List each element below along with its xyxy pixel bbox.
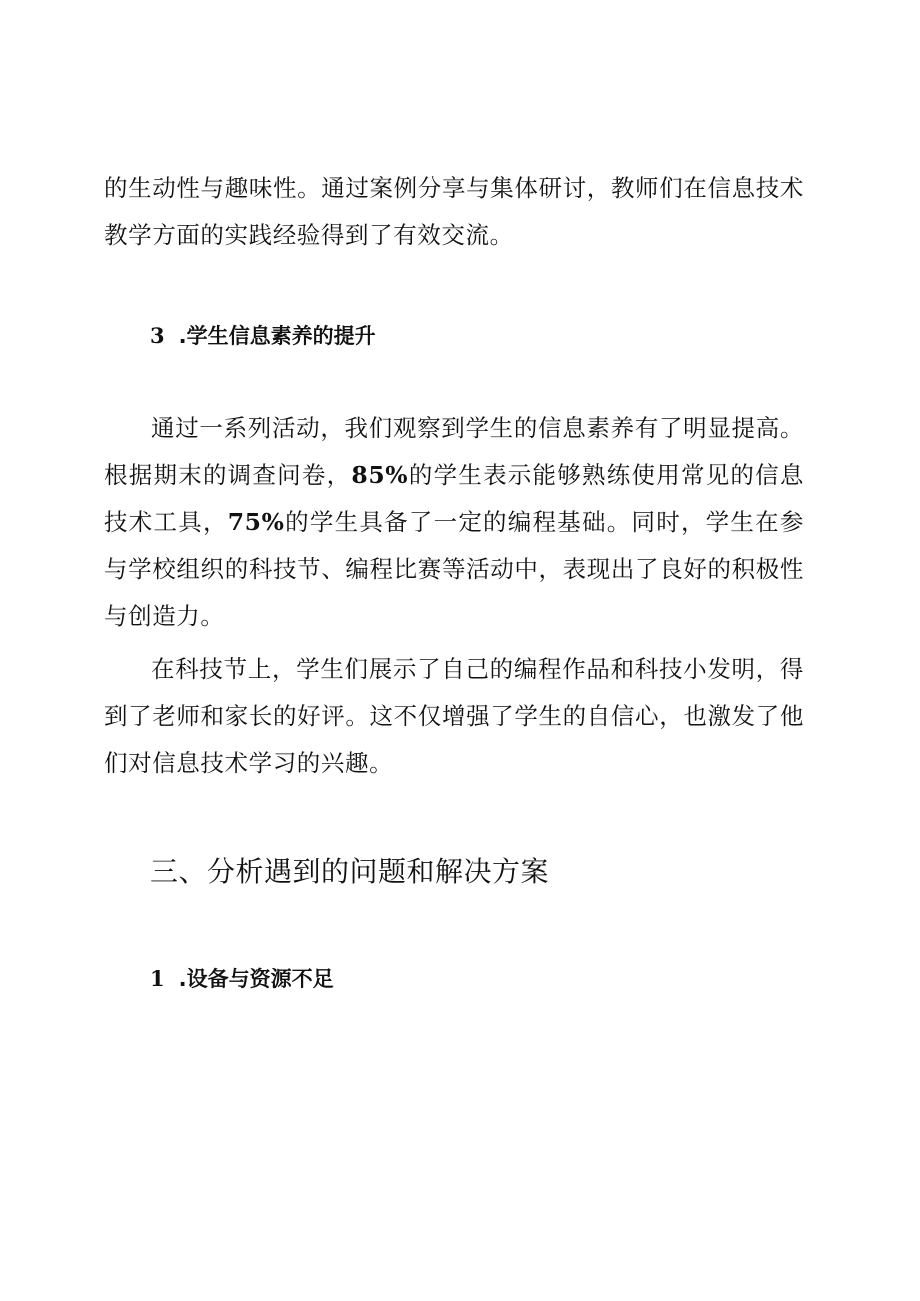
subheading-student-literacy bbox=[150, 321, 376, 351]
stat-75-percent: 75% bbox=[227, 508, 285, 536]
subheading-number: 3 bbox=[150, 323, 165, 348]
subheading-equipment-shortage bbox=[150, 964, 334, 994]
paragraph-survey-results bbox=[104, 405, 804, 640]
paragraph-text-part: 的学生表示能够熟练使用常见的信息技术工具， bbox=[104, 461, 805, 536]
subheading-number: 1 bbox=[150, 966, 165, 991]
paragraph-text-part: 通过一系列活动，我们观察到学生的信息素养有了明显提高。根据期末的调查问卷， bbox=[104, 414, 804, 489]
stat-85-percent: 85% bbox=[351, 461, 409, 489]
subheading-text: .学生信息素养的提升 bbox=[178, 324, 376, 348]
paragraph-tech-festival: 在科技节上，学生们展示了自己的编程作品和科技小发明，得到了老师和家长的好评。这不仅增强了学生的自信心，也激发了他们对信息技术学习的兴趣。 bbox=[104, 655, 804, 777]
subheading-text: .设备与资源不足 bbox=[178, 967, 334, 991]
paragraph-teacher-exchange: 的生动性与趣味性。通过案例分享与集体研讨，教师们在信息技术教学方面的实践经验得到了有效交流。 bbox=[104, 174, 804, 249]
paragraph-text-part: 的学生具备了一定的编程基础。同时，学生在参与学校组织的科技节、编程比赛等活动中，表现出了良好的积极性与创造力。 bbox=[104, 508, 804, 630]
section-title-problems-solutions: 三、分析遇到的问题和解决方案 bbox=[150, 855, 550, 888]
